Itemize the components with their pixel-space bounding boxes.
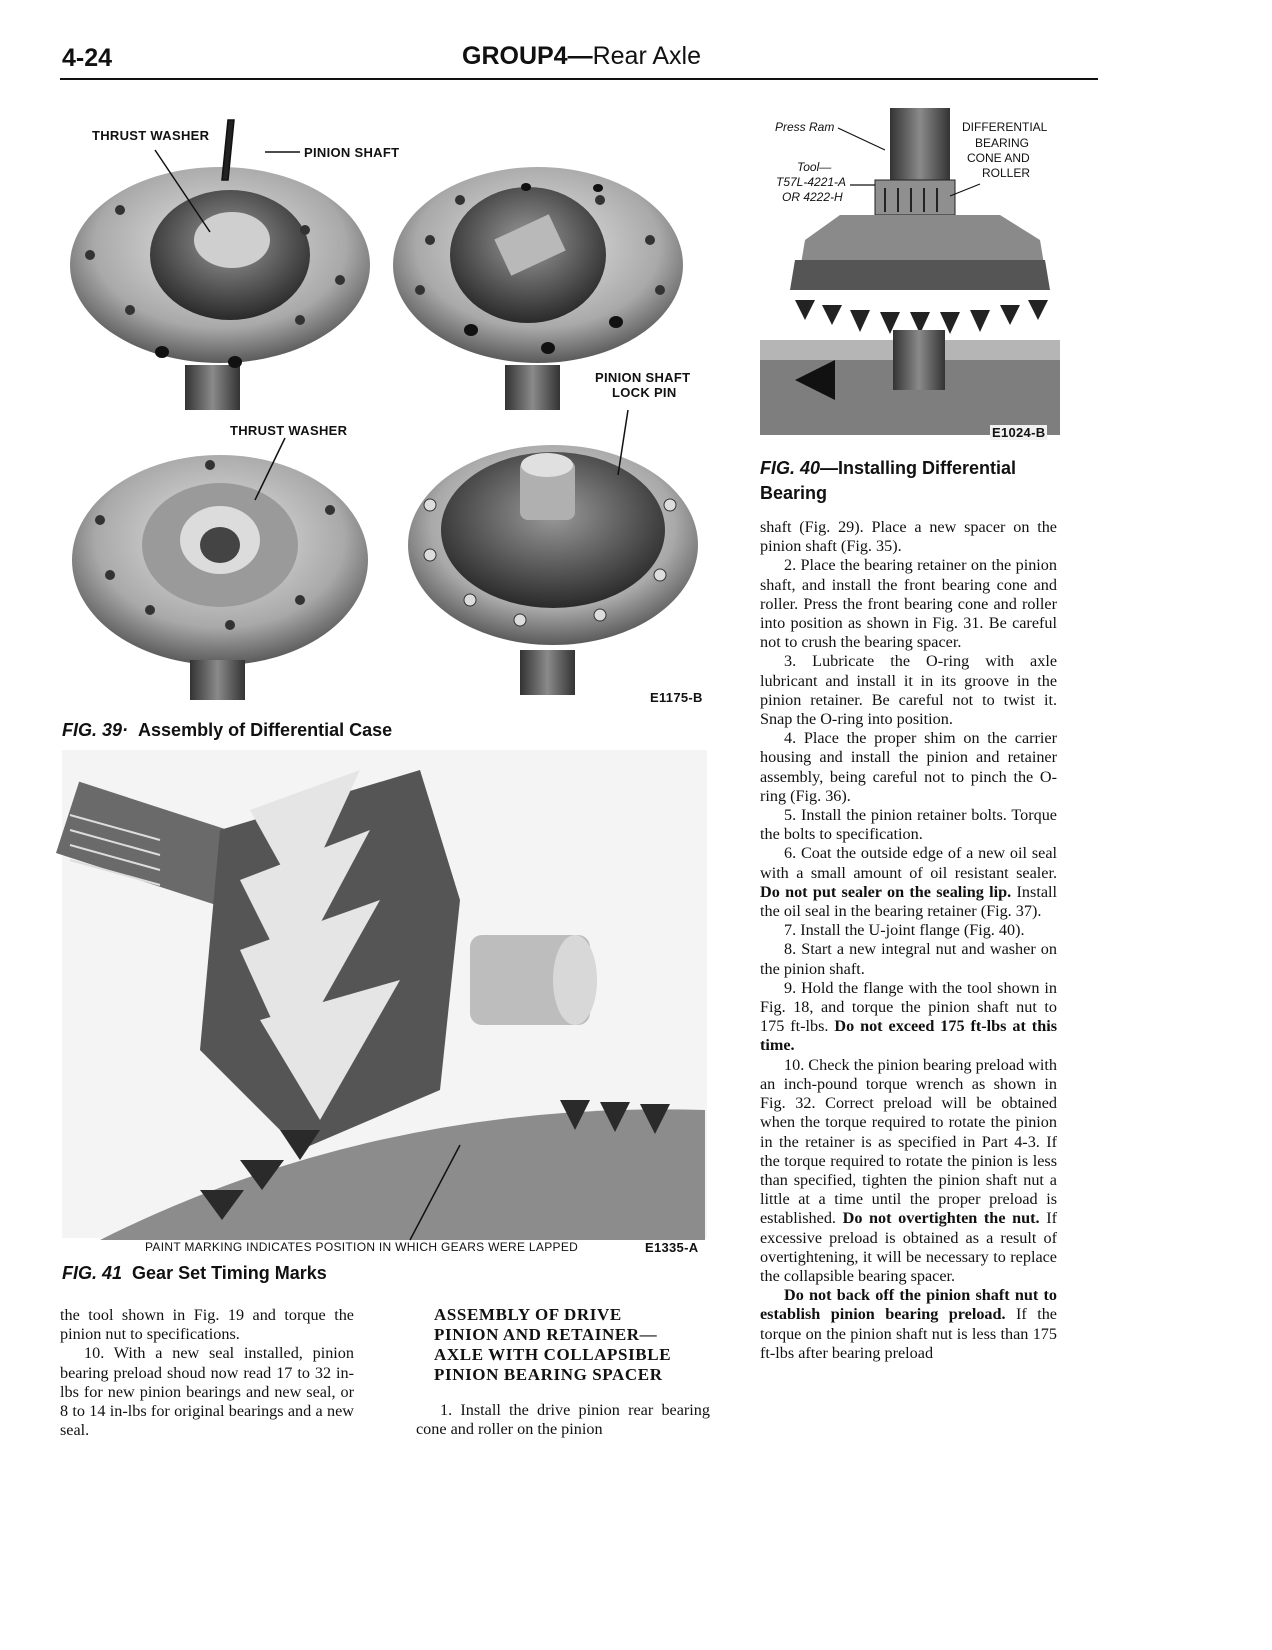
heading-line-4: PINION BEARING SPACER bbox=[434, 1365, 663, 1384]
heading-line-1: ASSEMBLY OF DRIVE bbox=[434, 1305, 622, 1324]
column-3-text bbox=[760, 518, 1057, 1363]
label-pinion-shaft-lock-pin-1: PINION SHAFT bbox=[595, 370, 691, 385]
label-thrust-washer-bottom: THRUST WASHER bbox=[230, 423, 348, 438]
label-tool-1: Tool— bbox=[797, 160, 832, 174]
fig40-code: E1024-B bbox=[992, 425, 1046, 440]
label-pinion-shaft-lock-pin-2: LOCK PIN bbox=[612, 385, 677, 400]
col3-p10-c: If excessive preload is obtained as a result of overtightening, it will be necessary to replace the collapsible bearing spacer. bbox=[760, 1209, 1057, 1285]
label-thrust-washer-top: THRUST WASHER bbox=[92, 128, 210, 143]
label-differential-2: BEARING bbox=[975, 136, 1030, 150]
col3-paragraph-6 bbox=[760, 844, 1057, 921]
col3-paragraph-5: 5. Install the pinion retainer bolts. Torque the bolts to specification. bbox=[760, 806, 1057, 844]
label-tool-2: T57L-4221-A bbox=[776, 175, 847, 189]
col3-p10-a: 10. Check the pinion bearing preload with an inch-pound torque wrench as shown in Fig. 32. Correct preload will be obtained when the torque required to rotate the pinion in the retainer is as specified in Part 4-3. If the torque required to rotate the pinion is less than specified, tighten the pinion shaft nut a little at a time until the proper preload is established. bbox=[760, 1055, 1057, 1228]
section-heading bbox=[434, 1305, 671, 1385]
col3-paragraph-8: 8. Start a new integral nut and washer on the pinion shaft. bbox=[760, 940, 1057, 978]
col3-p9-a: 9. Hold the flange with the tool shown in Fig. 18, and torque the pinion shaft nut to 175 ft-lbs. bbox=[760, 978, 1057, 1036]
col3-p10-warning: Do not overtighten the nut. bbox=[842, 1209, 1040, 1228]
group-label: GROUP4 bbox=[462, 42, 568, 70]
header-dash: — bbox=[567, 42, 593, 70]
col3-paragraph-2: 2. Place the bearing retainer on the pinion shaft, and install the front bearing cone and roller. Press the front bearing cone and roller into position as shown in Fig. 31. Be careful not to crush the bearing spacer. bbox=[760, 556, 1057, 652]
fig41-caption bbox=[62, 1263, 327, 1284]
column-1-text bbox=[60, 1306, 354, 1440]
fig41-paint-marking-label: PAINT MARKING INDICATES POSITION IN WHICH GEARS WERE LAPPED bbox=[145, 1240, 579, 1254]
col3-p6-a: 6. Coat the outside edge of a new oil seal with a small amount of oil resistant sealer. bbox=[760, 844, 1057, 882]
col3-paragraph-9 bbox=[760, 979, 1057, 1056]
page-number: 4-24 bbox=[62, 44, 113, 72]
label-differential-4: ROLLER bbox=[982, 166, 1031, 180]
heading-line-3: AXLE WITH COLLAPSIBLE bbox=[434, 1345, 672, 1364]
col3-paragraph-10 bbox=[760, 1056, 1057, 1286]
label-pinion-shaft: PINION SHAFT bbox=[304, 145, 400, 160]
fig39-code: E1175-B bbox=[650, 690, 703, 705]
section-label: Rear Axle bbox=[592, 42, 701, 70]
fig40-caption-text-1: Installing Differential bbox=[838, 458, 1017, 478]
fig39-caption-text: Assembly of Differential Case bbox=[138, 720, 393, 740]
col3-paragraph-3: 3. Lubricate the O-ring with axle lubricant and install it in its groove in the pinion retainer. Be careful not to twist it. Snap the O-ring into position. bbox=[760, 652, 1057, 729]
fig40-caption-text-2: Bearing bbox=[760, 483, 828, 503]
col3-paragraph-11 bbox=[760, 1286, 1057, 1363]
heading-line-2: PINION AND RETAINER— bbox=[434, 1325, 658, 1344]
col3-paragraph-4: 4. Place the proper shim on the carrier housing and install the pinion and retainer assembly, being careful not to pinch the O-ring (Fig. 36). bbox=[760, 729, 1057, 805]
fig39-caption-number: FIG. 39· bbox=[62, 720, 129, 740]
col2-paragraph-1: 1. Install the drive pinion rear bearing cone and roller on the pinion bbox=[416, 1401, 710, 1439]
col3-p11-b: If the torque on the pinion shaft nut is less than 175 ft-lbs after bearing preload bbox=[760, 1305, 1057, 1362]
fig41-caption-number: FIG. 41 bbox=[62, 1263, 123, 1283]
col3-p6-c: Install the oil seal in the bearing retainer (Fig. 37). bbox=[760, 882, 1057, 921]
label-differential-1: DIFFERENTIAL bbox=[962, 120, 1048, 134]
col3-p11-warning: Do not back off the pinion shaft nut to establish pinion bearing preload. bbox=[760, 1286, 1057, 1324]
col1-paragraph-2: 10. With a new seal installed, pinion bearing preload shoud now read 17 to 32 in-lbs for new pinion bearings and new seal, or 8 to 14 in-lbs for original bearings and a new seal. bbox=[60, 1344, 354, 1440]
label-differential-3: CONE AND bbox=[967, 151, 1030, 165]
col3-p9-warning: Do not exceed 175 ft-lbs at this time. bbox=[760, 1017, 1057, 1055]
label-press-ram: Press Ram bbox=[775, 120, 835, 134]
fig40-caption-number: FIG. 40— bbox=[760, 458, 839, 478]
column-2-text bbox=[416, 1401, 710, 1439]
col1-paragraph-1: the tool shown in Fig. 19 and torque the pinion nut to specifications. bbox=[60, 1306, 354, 1344]
fig41-caption-text: Gear Set Timing Marks bbox=[132, 1263, 327, 1283]
fig41-code: E1335-A bbox=[645, 1240, 699, 1255]
col3-paragraph-7: 7. Install the U-joint flange (Fig. 40). bbox=[784, 921, 1025, 940]
label-tool-3: OR 4222-H bbox=[782, 190, 843, 204]
col3-p6-warning: Do not put sealer on the sealing lip. bbox=[760, 882, 1012, 901]
col3-paragraph-0: shaft (Fig. 29). Place a new spacer on the pinion shaft (Fig. 35). bbox=[760, 518, 1057, 556]
